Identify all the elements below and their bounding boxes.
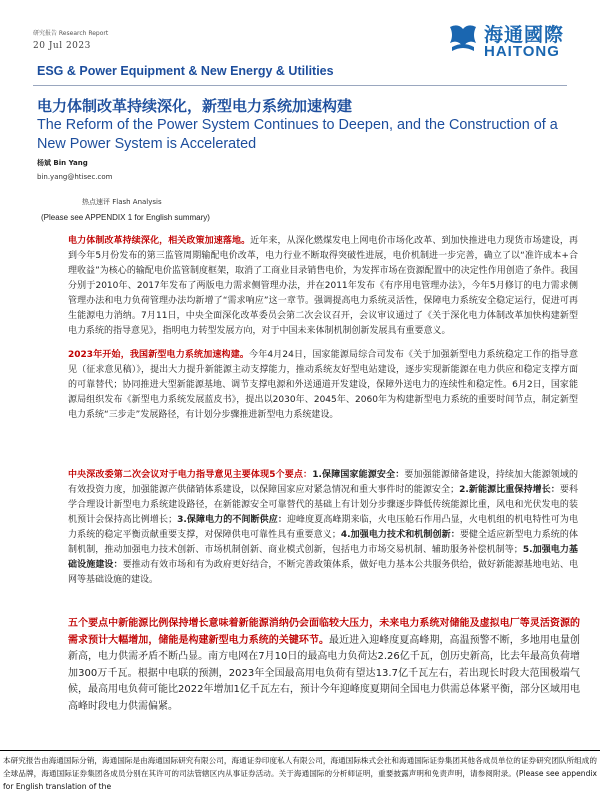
- english-summary-note: (Please see APPENDIX 1 for English summary): [41, 213, 210, 222]
- paragraph-3: [68, 468, 578, 588]
- point-5-text: 要推动有效市场和有为政府更好结合，不断完善政策体系，做好电力基本公共服务供给，做好新能源基地电站、电网等基础设施的建设。: [68, 560, 578, 585]
- paragraph-1-body: 近年来，从深化燃煤发电上网电价市场化改革、到加快推进电力现货市场建设，再到今年5月份发布的第三监管周期输配电价改革，电力行业不断取得突破性进展，电价机制进一步完善，确立了以“准许成本+合理收益”为核心的输配电价监管制度框架，取消了工商业目录销售电价，为发挥市场在资源配置中的决定性作用创造了条件。我国分别于2010年、2017年发布了两版电力需求侧管理办法，并在2011年发布《有序用电管理办法》，今年5月修订的电力需求侧管理办法和电力负荷管理办法均新增了“需求响应”这一章节。强调提高电力系统灵活性，保障电力系统安全稳定运行，促进可再生能源电力消纳。7月11日，中央全面深化改革委员会第二次会议召开，会议审议通过了《关于深化电力体制改革加快构建新型电力系统的指导意见》，指明电力转型发展方向，对于中国未来体制机制创新发展具有重要意义。: [68, 236, 578, 336]
- report-date: 20 Jul 2023: [33, 41, 91, 51]
- paragraph-2-body: 今年4月24日，国家能源局综合司发布《关于加强新型电力系统稳定工作的指导意见（征求意见稿）》，提出大力提升新能源主动支撑能力，推动系统友好型电站建设，逐步实现新能源在电力供应和稳定支撑方面的可靠替代；协同推进大型新能源基地、调节支撑电源和外送通道开发建设，保障外送电力的连续性和稳定性。6月2日，国家能源局组织发布《新型电力系统发展蓝皮书》，提出以2030年、2045年、2060年为构建新型电力系统的重要时间节点，制定新型电力系统“三步走”发展路径，有计划分步骤推进新型电力系统建设。: [68, 350, 578, 420]
- title-english: The Reform of the Power System Continues to Deepen, and the Construction of a New Power System is Accelerated: [37, 117, 558, 152]
- logo-text-en: HAITONG: [484, 43, 560, 60]
- paragraph-4: [68, 616, 580, 715]
- point-1-text: 要加强能源储备建设，持续加大能源领域的有效投资力度，加强能源产供储销体系建设，以保障国家应对紧急情况和重大事件时的能源安全；: [68, 470, 579, 495]
- point-2-text: 要科学合理设计新型电力系统建设路径，在新能源安全可靠替代的基础上有计划分步骤逐步降低传统能源比重，风电和光伏发电的装机预计会保持高比例增长；: [68, 485, 578, 525]
- sector-heading: ESG & Power Equipment & New Energy & Utilities: [37, 64, 334, 78]
- footer-disclaimer: 本研究报告由海通国际分销，海通国际是由海通国际研究有限公司，海通证券印度私人有限公司，海通国际株式会社和海通国际证券集团其他各成员单位的证券研究团队所组成的全球品牌，海通国际证券集团各成员分别在其许可的司法管辖区内从事证券活动。关于海通国际的分析师证明，重要披露声明和免责声明，请参阅附录。(Please see appendix for English translation of the: [3, 756, 597, 791]
- point-3-label: 3.保障电力的不间断供应：: [177, 515, 287, 525]
- footer-divider: [0, 750, 600, 751]
- point-4-text: 要健全适应新型电力系统的体制机制，推动加强电力技术创新、市场机制创新、商业模式创新，包括电力市场交易机制、辅助服务补偿机制等；: [68, 530, 578, 555]
- paragraph-2-highlight: 2023年开始，我国新型电力系统加速构建。: [68, 350, 250, 360]
- logo-text-cn: 海通國際: [484, 24, 565, 46]
- report-type: 研究报告 Research Report: [33, 30, 109, 37]
- haitong-logo-icon: [446, 21, 480, 55]
- paragraph-1-highlight: 电力体制改革持续深化，相关政策加速落地。: [68, 236, 251, 246]
- paragraph-4-highlight: 五个要点中新能源比例保持增长意味着新能源消纳仍会面临较大压力，未来电力系统对储能及虚拟电厂等灵活资源的需求预计大幅增加，储能是构建新型电力系统的关键环节。: [68, 618, 580, 646]
- point-1-label: 1.保障国家能源安全：: [312, 470, 405, 480]
- title-chinese: 电力体制改革持续深化，新型电力系统加速构建: [37, 97, 353, 115]
- point-3-text: 迎峰度夏高峰期来临，火电压舱石作用凸显，火电机组的机电特性可为电力系统的稳定平衡贡献重要支撑，对保障供电可靠性具有重要意义；: [68, 515, 578, 540]
- paragraph-4-body: 最近进入迎峰度夏高峰期，高温预警不断，多地用电量创新高，电力供需矛盾不断凸显。南方电网在7月10日的最高电力负荷达2.26亿千瓦，创历史新高，比去年最高负荷增加300万千瓦。根据中电联的预测，2023年全国最高用电负荷有望达13.7亿千瓦左右，若出现长时段大范围极端气候，最高用电负荷可能比2022年增加1亿千瓦左右，预计今年迎峰度夏期间全国电力供需总体紧平衡，部分区域用电高峰时段电力供需偏紧。: [68, 634, 581, 712]
- author-name: 杨斌 Bin Yang: [37, 159, 88, 167]
- divider: [33, 85, 567, 86]
- paragraph-1: [68, 234, 578, 339]
- paragraph-2: [68, 348, 578, 423]
- point-2-label: 2.新能源比重保持增长：: [459, 485, 560, 495]
- report-tag: 热点速评 Flash Analysis: [82, 198, 162, 206]
- author-email[interactable]: bin.yang@htisec.com: [37, 173, 113, 181]
- paragraph-3-highlight: 中央深改委第二次会议对于电力指导意见主要体现5个要点：: [68, 470, 313, 480]
- point-5-label: 5.加强电力基础设施建设：: [68, 545, 578, 570]
- haitong-logo: [446, 18, 566, 62]
- point-4-label: 4.加强电力技术和机制创新：: [340, 530, 460, 540]
